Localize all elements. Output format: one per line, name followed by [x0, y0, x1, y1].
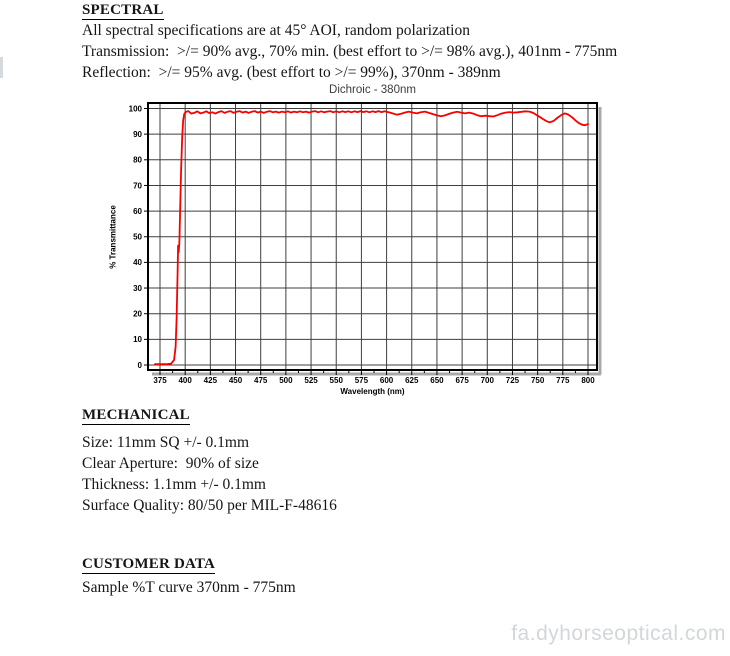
- customer-data-sample-line: Sample %T curve 370nm - 775nm: [82, 579, 296, 596]
- x-tick-label: 750: [530, 376, 545, 385]
- x-tick-label: 650: [430, 376, 444, 385]
- y-tick-label: 90: [133, 129, 142, 139]
- x-tick-label: 525: [304, 376, 318, 385]
- spectral-aoi-line: All spectral specifications are at 45° AOI, random polarization: [82, 22, 470, 39]
- x-tick-label: 700: [480, 376, 494, 385]
- y-tick-label: 60: [133, 206, 142, 216]
- transmittance-curve: [155, 111, 588, 364]
- chart-y-axis-label: % Transmittance: [108, 205, 118, 269]
- y-tick-label: 30: [133, 283, 142, 293]
- x-tick-label: 600: [379, 376, 394, 385]
- x-tick-label: 675: [455, 376, 469, 385]
- x-tick-label: 500: [279, 376, 293, 385]
- y-tick-label: 20: [133, 309, 142, 319]
- chart-title: Dichroic - 380nm: [329, 84, 416, 96]
- mechanical-heading: MECHANICAL: [82, 407, 190, 423]
- x-tick-label: 425: [203, 376, 218, 385]
- y-tick-label: 0: [137, 360, 142, 370]
- spectral-chart-svg: [100, 83, 620, 408]
- mechanical-surface-quality-line: Surface Quality: 80/50 per MIL-F-48616: [82, 497, 337, 514]
- customer-data-heading: CUSTOMER DATA: [82, 556, 216, 572]
- x-tick-label: 575: [354, 376, 369, 385]
- x-tick-label: 550: [329, 376, 343, 385]
- x-tick-label: 725: [505, 376, 520, 385]
- y-tick-label: 10: [133, 335, 142, 345]
- y-tick-label: 70: [133, 181, 142, 191]
- x-tick-label: 800: [581, 376, 595, 385]
- y-tick-label: 100: [128, 104, 142, 114]
- spectral-transmission-line: Transmission: >/= 90% avg., 70% min. (best effort to >/= 98% avg.), 401nm - 775nm: [82, 43, 618, 60]
- chart-x-axis-label: Wavelength (nm): [340, 387, 405, 396]
- x-tick-label: 375: [153, 376, 167, 385]
- x-tick-label: 625: [405, 376, 419, 385]
- y-tick-label: 50: [133, 232, 142, 242]
- spectral-reflection-line: Reflection: >/= 95% avg. (best effort to >/= 99%), 370nm - 389nm: [82, 64, 501, 81]
- mechanical-thickness-line: Thickness: 1.1mm +/- 0.1mm: [82, 476, 266, 493]
- mechanical-size-line: Size: 11mm SQ +/- 0.1mm: [82, 434, 250, 451]
- spectral-heading: SPECTRAL: [82, 2, 164, 18]
- y-tick-label: 40: [133, 258, 142, 268]
- site-watermark: fa.dyhorseoptical.com: [511, 622, 726, 645]
- x-tick-label: 400: [178, 376, 192, 385]
- mechanical-clear-aperture-line: Clear Aperture: 90% of size: [82, 455, 259, 472]
- page-edge-artifact: [0, 57, 3, 78]
- x-tick-label: 450: [228, 376, 243, 385]
- x-tick-label: 475: [254, 376, 268, 385]
- y-tick-label: 80: [133, 155, 142, 165]
- x-tick-label: 775: [556, 376, 570, 385]
